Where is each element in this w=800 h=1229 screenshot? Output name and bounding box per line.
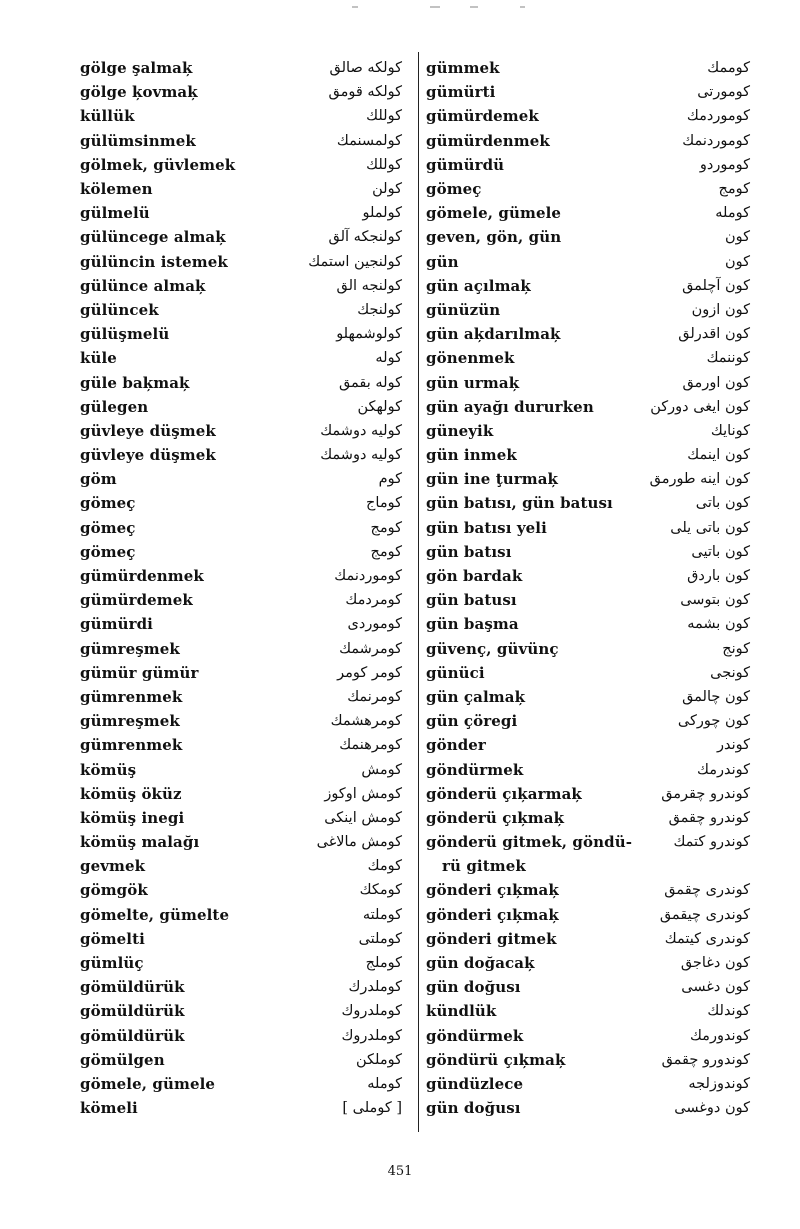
entry-headword: gön bardak [426, 567, 523, 586]
entry-headword: gönderi çıķmaķ [426, 881, 559, 900]
entry-headword: gönder [426, 736, 486, 755]
entry-headword: kömüş öküz [80, 784, 182, 803]
dictionary-entry [80, 951, 402, 975]
entry-arabic-script: كوملدروك [341, 1003, 402, 1020]
dictionary-entry [426, 491, 750, 515]
page-number: 451 [387, 1164, 413, 1179]
dictionary-entry [426, 903, 750, 927]
dictionary-entry [426, 516, 750, 540]
right-column [426, 56, 750, 1120]
dictionary-entry [426, 685, 750, 709]
dictionary-entry [426, 782, 750, 806]
entry-headword: gömeç [426, 180, 482, 199]
entry-arabic-script: كومش اوكوز [324, 785, 402, 802]
dictionary-entry [426, 419, 750, 443]
dictionary-entry [80, 757, 402, 781]
dictionary-entry [80, 612, 402, 636]
dictionary-entry [80, 878, 402, 902]
dictionary-entry [80, 298, 402, 322]
dictionary-entry [426, 588, 750, 612]
entry-headword: gün batısı, gün batusı [426, 494, 613, 513]
entry-headword: gün [426, 252, 459, 271]
dictionary-entry [426, 709, 750, 733]
entry-headword: gümmek [426, 59, 500, 78]
entry-headword: güvleye düşmek [80, 446, 216, 465]
entry-arabic-script: كون اقدرلق [678, 326, 750, 343]
entry-headword: gümreşmek [80, 712, 180, 731]
dictionary-entry [80, 927, 402, 951]
entry-arabic-script: كون ايغى دوركن [650, 398, 750, 415]
dictionary-entry [80, 177, 402, 201]
entry-headword: gönderü gitmek, göndü- [426, 833, 633, 852]
entry-headword: küllük [80, 107, 135, 126]
entry-headword: gülümsinmek [80, 131, 196, 150]
entry-arabic-script: [ كوملى ] [342, 1100, 402, 1117]
dictionary-entry [80, 516, 402, 540]
dictionary-entry [80, 443, 402, 467]
dictionary-entry [426, 757, 750, 781]
dictionary-entry [426, 951, 750, 975]
entry-arabic-script: كون دوغسى [674, 1100, 750, 1117]
entry-headword: gün çöregi [426, 712, 518, 731]
dictionary-entry [80, 782, 402, 806]
print-mark [470, 6, 478, 8]
entry-arabic-script: كونج [722, 640, 750, 657]
dictionary-entry [426, 153, 750, 177]
entry-arabic-script: كوممك [707, 60, 750, 77]
dictionary-entry [426, 322, 750, 346]
entry-headword: gün urmaķ [426, 373, 520, 392]
entry-headword: gömüldürük [80, 1026, 185, 1045]
entry-headword: güle baķmaķ [80, 373, 190, 392]
dictionary-entry [80, 733, 402, 757]
entry-arabic-script: كومرشمك [339, 640, 402, 657]
entry-headword: kömüş malağı [80, 833, 200, 852]
dictionary-entry [426, 104, 750, 128]
dictionary-entry [80, 903, 402, 927]
entry-arabic-script: كوندرى كيتمك [664, 930, 750, 947]
entry-arabic-script: كوملدرك [348, 979, 402, 996]
entry-headword: gümürti [426, 83, 496, 102]
entry-arabic-script: كونايك [710, 422, 750, 439]
dictionary-entry [80, 225, 402, 249]
entry-headword: göndürü çıķmaķ [426, 1050, 566, 1069]
entry-headword: gölge şalmaķ [80, 59, 193, 78]
dictionary-entry [426, 540, 750, 564]
entry-arabic-script: كوملكن [355, 1051, 402, 1068]
dictionary-entry [426, 830, 750, 854]
entry-arabic-script: كوندرو كتمك [673, 834, 750, 851]
print-mark [352, 6, 358, 8]
dictionary-entry [426, 612, 750, 636]
dictionary-entry [426, 637, 750, 661]
print-mark [430, 6, 440, 8]
dictionary-entry [426, 80, 750, 104]
entry-headword: gün batusı [426, 591, 517, 610]
entry-headword: günüci [426, 663, 485, 682]
entry-headword: gümlüç [80, 954, 144, 973]
entry-headword: güvenç, güvünç [426, 639, 559, 658]
entry-headword: gömeç [80, 494, 136, 513]
dictionary-entry [426, 467, 750, 491]
dictionary-entry [80, 346, 402, 370]
entry-arabic-script: كولنجك [357, 301, 402, 318]
dictionary-entry [426, 177, 750, 201]
entry-headword: gölge ķovmaķ [80, 83, 198, 102]
entry-headword: göndürmek [426, 760, 524, 779]
entry-arabic-script: كوندرى چقمق [664, 882, 750, 899]
entry-headword: gülegen [80, 397, 149, 416]
entry-headword: gün başma [426, 615, 519, 634]
dictionary-entry [80, 830, 402, 854]
entry-arabic-script: كوليه دوشمك [320, 422, 402, 439]
entry-headword: gümürdü [426, 155, 505, 174]
entry-arabic-script: كوندورمك [689, 1027, 750, 1044]
entry-headword: gün aķdarılmaķ [426, 325, 561, 344]
entry-headword: gülüşmelü [80, 325, 170, 344]
entry-arabic-script: كون ازون [691, 301, 750, 318]
entry-arabic-script: كوله [375, 350, 402, 367]
entry-headword: gün batısı yeli [426, 518, 547, 537]
dictionary-entry [80, 370, 402, 394]
entry-headword: gümreşmek [80, 639, 180, 658]
entry-arabic-script: كوندرو چقرمق [661, 785, 750, 802]
entry-arabic-script: كون چوركى [677, 713, 750, 730]
entry-arabic-script: كون آچلمق [682, 277, 750, 294]
entry-arabic-script: كوماج [366, 495, 402, 512]
dictionary-entry [80, 467, 402, 491]
entry-arabic-script: كولملو [362, 205, 402, 222]
dictionary-entry [426, 56, 750, 80]
entry-headword: gönderi çıķmaķ [426, 905, 559, 924]
dictionary-entry [426, 999, 750, 1023]
dictionary-entry [426, 201, 750, 225]
entry-headword: güneyik [426, 421, 494, 440]
entry-arabic-script: كومرنمك [347, 688, 402, 705]
entry-headword: gün doğacaķ [426, 954, 535, 973]
entry-arabic-script: كولنجه الق [336, 277, 402, 294]
entry-headword: gönderi gitmek [426, 929, 557, 948]
dictionary-entry [80, 806, 402, 830]
entry-arabic-script: كوندورو چقمق [661, 1051, 750, 1068]
dictionary-entry [426, 806, 750, 830]
dictionary-entry [426, 733, 750, 757]
entry-headword: gönenmek [426, 349, 515, 368]
entry-headword: gümürdemek [80, 591, 193, 610]
dictionary-entry [80, 999, 402, 1023]
dictionary-entry [426, 878, 750, 902]
entry-arabic-script: كولن [372, 181, 402, 198]
entry-headword: gümürdi [80, 615, 153, 634]
entry-headword: gönderü çıķmaķ [426, 808, 565, 827]
entry-arabic-script: كون باردق [687, 568, 750, 585]
dictionary-entry [80, 80, 402, 104]
entry-headword: rü gitmek [442, 857, 526, 876]
dictionary-entry [426, 129, 750, 153]
entry-headword: gömüldürük [80, 1002, 185, 1021]
entry-arabic-script: كون [724, 229, 750, 246]
entry-headword: göndürmek [426, 1026, 524, 1045]
entry-headword: gönderü çıķarmaķ [426, 784, 582, 803]
entry-arabic-script: كومج [370, 519, 402, 536]
dictionary-entry [80, 1072, 402, 1096]
entry-headword: gevmek [80, 857, 146, 876]
dictionary-entry [80, 250, 402, 274]
dictionary-entry [80, 854, 402, 878]
entry-headword: gümürdenmek [426, 131, 550, 150]
dictionary-entry [80, 661, 402, 685]
entry-arabic-script: كولكه صالق [329, 60, 402, 77]
dictionary-entry [80, 419, 402, 443]
entry-arabic-script: كومردمك [345, 592, 402, 609]
entry-headword: gölmek, güvlemek [80, 155, 236, 174]
entry-arabic-script: كون دغسى [681, 979, 750, 996]
dictionary-entry [80, 709, 402, 733]
entry-arabic-script: كوم [378, 471, 402, 488]
entry-arabic-script: كون باتى [695, 495, 750, 512]
entry-arabic-script: كون چالمق [682, 688, 750, 705]
entry-arabic-script: كون باتيى [691, 543, 750, 560]
entry-headword: gün ine ţurmaķ [426, 470, 559, 489]
entry-arabic-script: كوندرو چقمق [668, 809, 750, 826]
dictionary-entry [80, 129, 402, 153]
dictionary-entry [80, 56, 402, 80]
dictionary-entry [426, 661, 750, 685]
dictionary-entry [426, 370, 750, 394]
entry-headword: gün ayağı dururken [426, 397, 594, 416]
entry-headword: gömüldürük [80, 978, 185, 997]
entry-arabic-script: كوللك [366, 156, 402, 173]
dictionary-entry [426, 854, 750, 878]
dictionary-entry [80, 395, 402, 419]
dictionary-entry [80, 274, 402, 298]
entry-headword: gömeç [80, 542, 136, 561]
entry-headword: gün doğusı [426, 978, 521, 997]
entry-headword: gömele, gümele [426, 204, 562, 223]
entry-arabic-script: كومرهشمك [330, 713, 402, 730]
dictionary-entry [426, 346, 750, 370]
dictionary-entry [426, 1024, 750, 1048]
entry-arabic-script: كوليه دوشمك [320, 447, 402, 464]
entry-arabic-script: كوموردى [347, 616, 402, 633]
dictionary-entry [80, 104, 402, 128]
entry-arabic-script: كوندوزلجه [688, 1075, 750, 1092]
entry-arabic-script: كون [724, 253, 750, 270]
dictionary-entry [80, 637, 402, 661]
entry-arabic-script: كومورتى [697, 84, 750, 101]
entry-headword: gün batısı [426, 542, 512, 561]
dictionary-entry [80, 1048, 402, 1072]
entry-arabic-script: كوندلك [707, 1003, 750, 1020]
dictionary-entry [426, 443, 750, 467]
entry-arabic-script: كوندرمك [696, 761, 750, 778]
entry-arabic-script: كومج [370, 543, 402, 560]
dictionary-entry [80, 975, 402, 999]
dictionary-entry [426, 225, 750, 249]
entry-headword: gömelti [80, 929, 145, 948]
entry-arabic-script: كون بتوسى [680, 592, 750, 609]
entry-arabic-script: كومله [715, 205, 750, 222]
entry-headword: gömeç [80, 518, 136, 537]
dictionary-entry [80, 1096, 402, 1120]
left-column [80, 56, 402, 1120]
entry-arabic-script: كومج [718, 181, 750, 198]
dictionary-entry [80, 322, 402, 346]
entry-arabic-script: كون باتى يلى [670, 519, 750, 536]
entry-headword: gümür gümür [80, 663, 199, 682]
entry-headword: günüzün [426, 300, 501, 319]
entry-arabic-script: كولنجكه آلق [328, 229, 402, 246]
entry-headword: kölemen [80, 180, 153, 199]
entry-headword: gülünce almaķ [80, 276, 206, 295]
entry-arabic-script: كوندرى چيقمق [659, 906, 750, 923]
entry-headword: gömelte, gümelte [80, 905, 230, 924]
entry-headword: güvleye düşmek [80, 421, 216, 440]
dictionary-entry [80, 588, 402, 612]
entry-headword: gömülgen [80, 1050, 165, 1069]
entry-arabic-script: كون اينه طورمق [649, 471, 750, 488]
entry-arabic-script: كوملدروك [341, 1027, 402, 1044]
dictionary-entry [80, 685, 402, 709]
entry-headword: gümürdemek [426, 107, 539, 126]
entry-arabic-script: كومر كومر [337, 664, 402, 681]
entry-headword: gülüncege almaķ [80, 228, 226, 247]
dictionary-entry [80, 153, 402, 177]
entry-headword: gümürdenmek [80, 567, 204, 586]
entry-arabic-script: كوموردمك [686, 108, 750, 125]
entry-arabic-script: كولهكن [357, 398, 402, 415]
entry-arabic-script: كوله بقمق [338, 374, 402, 391]
print-mark [520, 6, 525, 8]
dictionary-entry [426, 564, 750, 588]
entry-arabic-script: كولكه قومق [328, 84, 402, 101]
entry-arabic-script: كوملتى [358, 930, 402, 947]
entry-headword: gün çalmaķ [426, 687, 526, 706]
entry-arabic-script: كوموردنمك [682, 132, 750, 149]
entry-headword: gündüzlece [426, 1074, 524, 1093]
entry-arabic-script: كون اورمق [682, 374, 750, 391]
entry-arabic-script: كوللك [366, 108, 402, 125]
dictionary-entry [426, 298, 750, 322]
dictionary-entry [426, 274, 750, 298]
dictionary-entry [80, 564, 402, 588]
entry-headword: göm [80, 470, 117, 489]
entry-arabic-script: كومش مالاغى [316, 834, 402, 851]
dictionary-entry [426, 975, 750, 999]
entry-arabic-script: كون بشمه [687, 616, 750, 633]
entry-headword: gülmelü [80, 204, 150, 223]
entry-headword: gülüncek [80, 300, 159, 319]
entry-arabic-script: كومرهنمك [339, 737, 402, 754]
entry-headword: geven, gön, gün [426, 228, 562, 247]
entry-headword: kündlük [426, 1002, 497, 1021]
entry-arabic-script: كومش [361, 761, 402, 778]
entry-headword: gün açılmaķ [426, 276, 531, 295]
entry-arabic-script: كولنجين استمك [308, 253, 402, 270]
dictionary-entry [426, 250, 750, 274]
entry-arabic-script: كوموردنمك [334, 568, 402, 585]
entry-arabic-script: كوملته [362, 906, 402, 923]
entry-arabic-script: كونجى [710, 664, 750, 681]
entry-headword: gümrenmek [80, 736, 183, 755]
entry-headword: kömüş inegi [80, 808, 185, 827]
dictionary-entry [80, 1024, 402, 1048]
entry-arabic-script: كوندر [716, 737, 750, 754]
entry-headword: gün inmek [426, 446, 517, 465]
dictionary-entry [426, 927, 750, 951]
entry-arabic-script: كومش اينكى [324, 809, 402, 826]
entry-headword: gün doğusı [426, 1099, 521, 1118]
entry-arabic-script: كولمسنمك [336, 132, 402, 149]
entry-arabic-script: كومكك [359, 882, 402, 899]
entry-arabic-script: كومك [367, 858, 402, 875]
entry-headword: gömgök [80, 881, 148, 900]
entry-headword: gömele, gümele [80, 1074, 216, 1093]
dictionary-entry [426, 1072, 750, 1096]
entry-arabic-script: كون دغاجق [680, 955, 750, 972]
entry-arabic-script: كوملج [365, 955, 402, 972]
dictionary-entry [426, 395, 750, 419]
dictionary-entry [80, 201, 402, 225]
column-divider [418, 52, 419, 1132]
entry-arabic-script: كومله [367, 1075, 402, 1092]
entry-arabic-script: كون اينمك [687, 447, 750, 464]
dictionary-entry [80, 491, 402, 515]
entry-arabic-script: كوموردو [699, 156, 750, 173]
entry-headword: küle [80, 349, 117, 368]
entry-headword: kömüş [80, 760, 137, 779]
dictionary-entry [426, 1096, 750, 1120]
entry-arabic-script: كوننمك [706, 350, 750, 367]
dictionary-entry [426, 1048, 750, 1072]
dictionary-entry [80, 540, 402, 564]
entry-headword: gülüncin istemek [80, 252, 228, 271]
entry-headword: kömeli [80, 1099, 138, 1118]
entry-arabic-script: كولوشمهلو [336, 326, 402, 343]
entry-headword: gümrenmek [80, 687, 183, 706]
